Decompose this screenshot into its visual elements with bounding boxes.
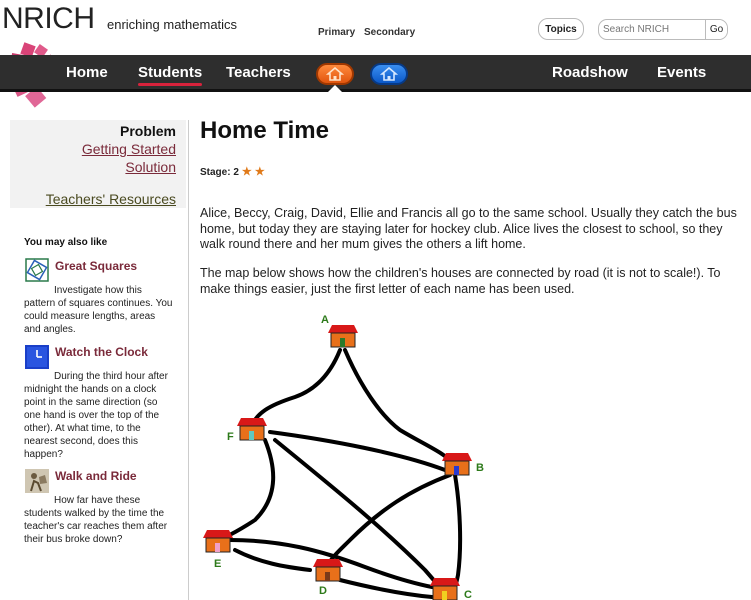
map-label-a: A bbox=[321, 314, 329, 326]
resource-getting-started-link[interactable]: Getting Started bbox=[81, 141, 176, 157]
map-label-c: C bbox=[464, 589, 472, 600]
search-input[interactable] bbox=[599, 24, 705, 35]
stage-stars: ★ ★ bbox=[241, 166, 265, 178]
primary-label: Primary bbox=[318, 27, 356, 38]
related-great-squares-description: Investigate how this pattern of squares continues. You could measure lengths, areas and angles. bbox=[24, 285, 173, 335]
related-watch-the-clock-description: During the third hour after midnight the hands on a clock point in the same direction (so one hand is over the top of the other). At what time, to the nearest second, does this happen? bbox=[24, 371, 168, 460]
house-e-icon bbox=[203, 530, 233, 552]
nav-home[interactable]: Home bbox=[66, 64, 108, 81]
nav-students[interactable]: Students bbox=[138, 64, 203, 81]
house-b-icon bbox=[442, 453, 472, 475]
topics-button[interactable]: Topics bbox=[538, 18, 584, 40]
resource-links-box bbox=[10, 120, 186, 208]
nrich-logo-text[interactable]: NRICH bbox=[2, 2, 95, 35]
map-label-f: F bbox=[227, 431, 234, 443]
road-map-diagram bbox=[200, 305, 500, 600]
problem-paragraph-1: Alice, Beccy, Craig, David, Ellie and Francis all go to the same school. Usually they catch the bus home, but today they are staying later for hockey club. Alice lives the closest to school, so they walk round there and her mum gives the others a lift home. bbox=[200, 206, 737, 252]
related-walk-and-ride-description: How far have these students walked by the time the teacher's car reaches them after their bus broke down? bbox=[24, 495, 168, 545]
house-a-icon bbox=[328, 325, 358, 347]
resource-problem[interactable]: Problem bbox=[119, 123, 176, 139]
stage-indicator bbox=[200, 165, 265, 178]
house-f-icon bbox=[237, 418, 267, 440]
road-f-e bbox=[218, 440, 273, 540]
sidebar-divider bbox=[188, 120, 189, 600]
squares-icon[interactable] bbox=[25, 258, 49, 282]
road-f-b bbox=[270, 432, 445, 470]
primary-home-button[interactable] bbox=[316, 63, 354, 85]
logo-tagline: enriching mathematics bbox=[107, 17, 238, 32]
related-great-squares-link[interactable]: Great Squares bbox=[55, 259, 138, 273]
search-box bbox=[598, 19, 728, 40]
nav-events[interactable]: Events bbox=[657, 64, 707, 81]
related-walk-and-ride-link[interactable]: Walk and Ride bbox=[55, 469, 137, 483]
walk-icon[interactable] bbox=[25, 469, 49, 493]
map-label-d: D bbox=[319, 585, 327, 597]
resource-teachers-link[interactable]: Teachers' Resources bbox=[45, 191, 176, 207]
main-nav-bar bbox=[0, 55, 751, 92]
map-label-b: B bbox=[476, 462, 484, 474]
resource-solution-link[interactable]: Solution bbox=[125, 159, 176, 175]
search-go-button[interactable]: Go bbox=[705, 20, 727, 39]
secondary-home-button[interactable] bbox=[370, 63, 408, 85]
related-watch-the-clock-link[interactable]: Watch the Clock bbox=[55, 345, 148, 359]
road-e-d bbox=[235, 550, 310, 570]
house-d-icon bbox=[313, 559, 343, 581]
nav-active-pointer bbox=[328, 85, 342, 92]
page-title: Home Time bbox=[200, 117, 329, 144]
also-like-heading: You may also like bbox=[24, 237, 108, 248]
nav-roadshow[interactable]: Roadshow bbox=[552, 64, 628, 81]
road-b-d bbox=[328, 475, 450, 565]
stage-label: Stage: 2 bbox=[200, 167, 239, 178]
problem-paragraph-2: The map below shows how the children's houses are connected by road (it is not to scale!). To make things easier, just the first letter of each name has been used. bbox=[200, 266, 721, 296]
clock-icon[interactable] bbox=[25, 345, 49, 369]
house-c-icon bbox=[430, 578, 460, 600]
map-label-e: E bbox=[214, 558, 222, 570]
road-a-f bbox=[250, 350, 340, 430]
house-icon bbox=[380, 67, 398, 81]
house-icon bbox=[326, 67, 344, 81]
secondary-label: Secondary bbox=[364, 27, 416, 38]
nav-teachers[interactable]: Teachers bbox=[226, 64, 291, 81]
